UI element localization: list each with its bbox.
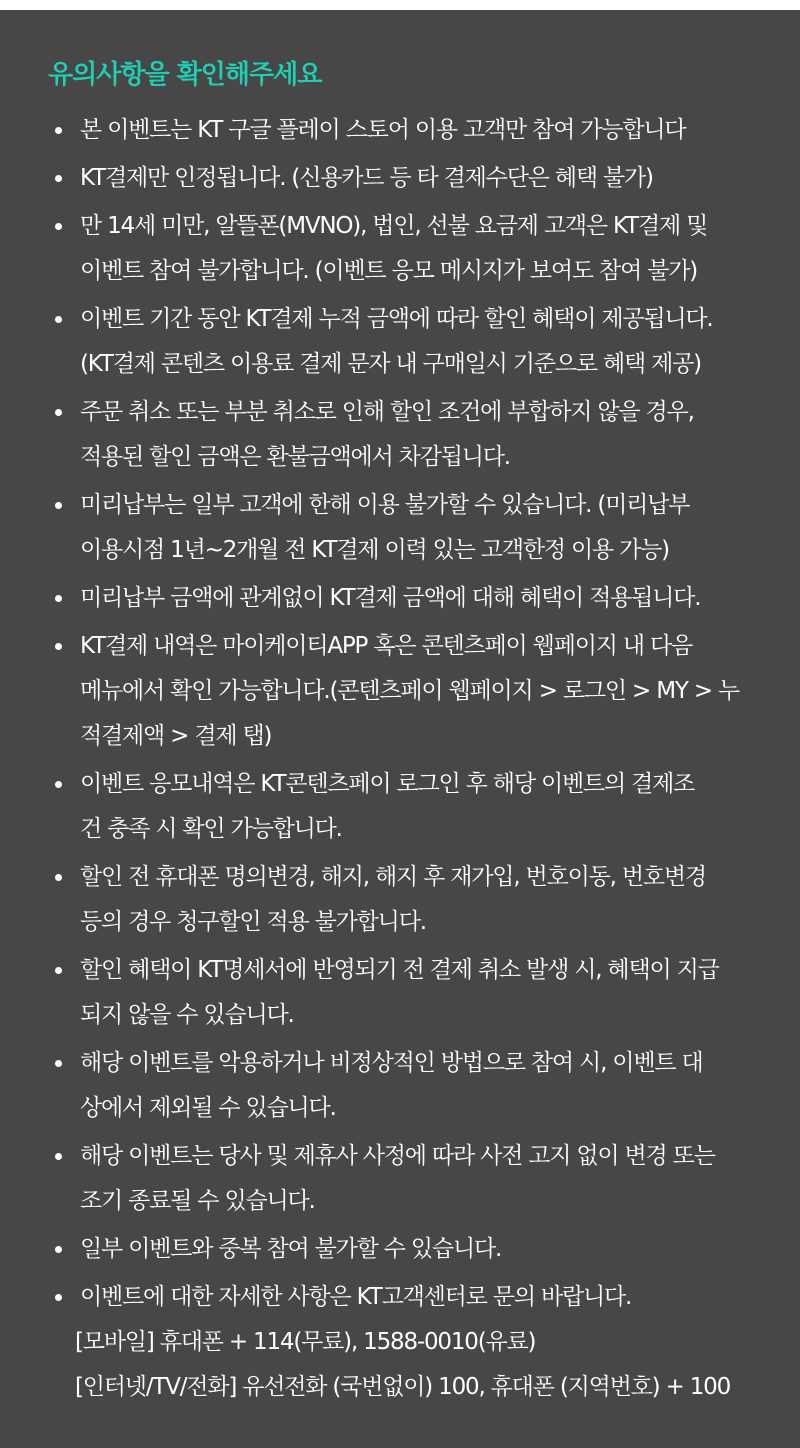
bullet-icon [55,595,62,602]
bullet-icon [55,175,62,182]
notice-item-line: 되지 않을 수 있습니다. [80,1002,294,1028]
notice-title: 유의사항을 확인해주세요 [48,60,322,90]
bullet-icon [55,1294,62,1301]
notice-panel [0,10,800,1448]
bullet-icon [55,874,62,881]
notice-item-line: 이벤트 참여 불가합니다. (이벤트 응모 메시지가 보여도 참여 불가) [80,258,698,284]
notice-item [0,156,800,201]
notice-item [0,576,800,621]
notice-item-line: KT결제 내역은 마이케이티APP 혹은 콘텐츠페이 웹페이지 내 다음 [80,633,693,659]
bullet-icon [55,643,62,650]
notice-item [0,624,800,759]
notice-item [0,108,800,153]
notice-item-line: 할인 혜택이 KT명세서에 반영되기 전 결제 취소 발생 시, 혜택이 지급 [80,957,719,983]
contact-item [0,1275,800,1410]
notice-item [0,1041,800,1131]
notice-item [0,855,800,945]
contact-mobile: [모바일] 휴대폰 + 114(무료), 1588-0010(유료) [75,1329,536,1355]
notice-item [0,204,800,294]
bullet-icon [55,1060,62,1067]
notice-item-line: 만 14세 미만, 알뜰폰(MVNO), 법인, 선불 요금제 고객은 KT결제 및 [80,213,708,239]
notice-list [0,108,800,1410]
notice-item-line: 등의 경우 청구할인 적용 불가합니다. [80,909,426,935]
notice-item-line: 메뉴에서 확인 가능합니다.(콘텐츠페이 웹페이지 > 로그인 > MY > 누 [80,678,740,704]
notice-item [0,483,800,573]
notice-item-line: 할인 전 휴대폰 명의변경, 해지, 해지 후 재가입, 번호이동, 번호변경 [80,864,706,890]
bullet-icon [55,502,62,509]
notice-item-line: 일부 이벤트와 중복 참여 불가할 수 있습니다. [80,1236,502,1262]
notice-item-line: 해당 이벤트는 당사 및 제휴사 사정에 따라 사전 고지 없이 변경 또는 [80,1143,715,1169]
contact-intro: 이벤트에 대한 자세한 사항은 KT고객센터로 문의 바랍니다. [80,1284,632,1310]
notice-item-line: 조기 종료될 수 있습니다. [80,1188,315,1214]
notice-item-line: 미리납부는 일부 고객에 한해 이용 불가할 수 있습니다. (미리납부 [80,492,690,518]
notice-item [0,297,800,387]
notice-item-line: (KT결제 콘텐츠 이용료 결제 문자 내 구매일시 기준으로 혜택 제공) [80,351,701,377]
notice-item-line: 이벤트 응모내역은 KT콘텐츠페이 로그인 후 해당 이벤트의 결제조 [80,771,695,797]
notice-item-line: 이용시점 1년~2개월 전 KT결제 이력 있는 고객한정 이용 가능) [80,537,669,563]
notice-item-line: 미리납부 금액에 관계없이 KT결제 금액에 대해 혜택이 적용됩니다. [80,585,701,611]
notice-item-line: 이벤트 기간 동안 KT결제 누적 금액에 따라 할인 혜택이 제공됩니다. [80,306,713,332]
bullet-icon [55,1153,62,1160]
notice-item-line: 적결제액 > 결제 탭) [80,723,272,749]
notice-item-line: 해당 이벤트를 악용하거나 비정상적인 방법으로 참여 시, 이벤트 대 [80,1050,703,1076]
bullet-icon [55,409,62,416]
bullet-icon [55,781,62,788]
notice-item [0,1134,800,1224]
contact-internet: [인터넷/TV/전화] 유선전화 (국번없이) 100, 휴대폰 (지역번호) + 100 [75,1374,731,1400]
notice-item-line: 본 이벤트는 KT 구글 플레이 스토어 이용 고객만 참여 가능합니다 [80,117,686,143]
bullet-icon [55,1246,62,1253]
notice-item-line: 주문 취소 또는 부분 취소로 인해 할인 조건에 부합하지 않을 경우, [80,399,694,425]
bullet-icon [55,223,62,230]
notice-item-line: 건 충족 시 확인 가능합니다. [80,816,342,842]
notice-item [0,762,800,852]
notice-item-line: 상에서 제외될 수 있습니다. [80,1095,336,1121]
notice-item-line: 적용된 할인 금액은 환불금액에서 차감됩니다. [80,444,510,470]
notice-item [0,1227,800,1272]
notice-item-line: KT결제만 인정됩니다. (신용카드 등 타 결제수단은 혜택 불가) [80,165,653,191]
bullet-icon [55,967,62,974]
notice-item [0,948,800,1038]
bullet-icon [55,127,62,134]
notice-item [0,390,800,480]
bullet-icon [55,316,62,323]
